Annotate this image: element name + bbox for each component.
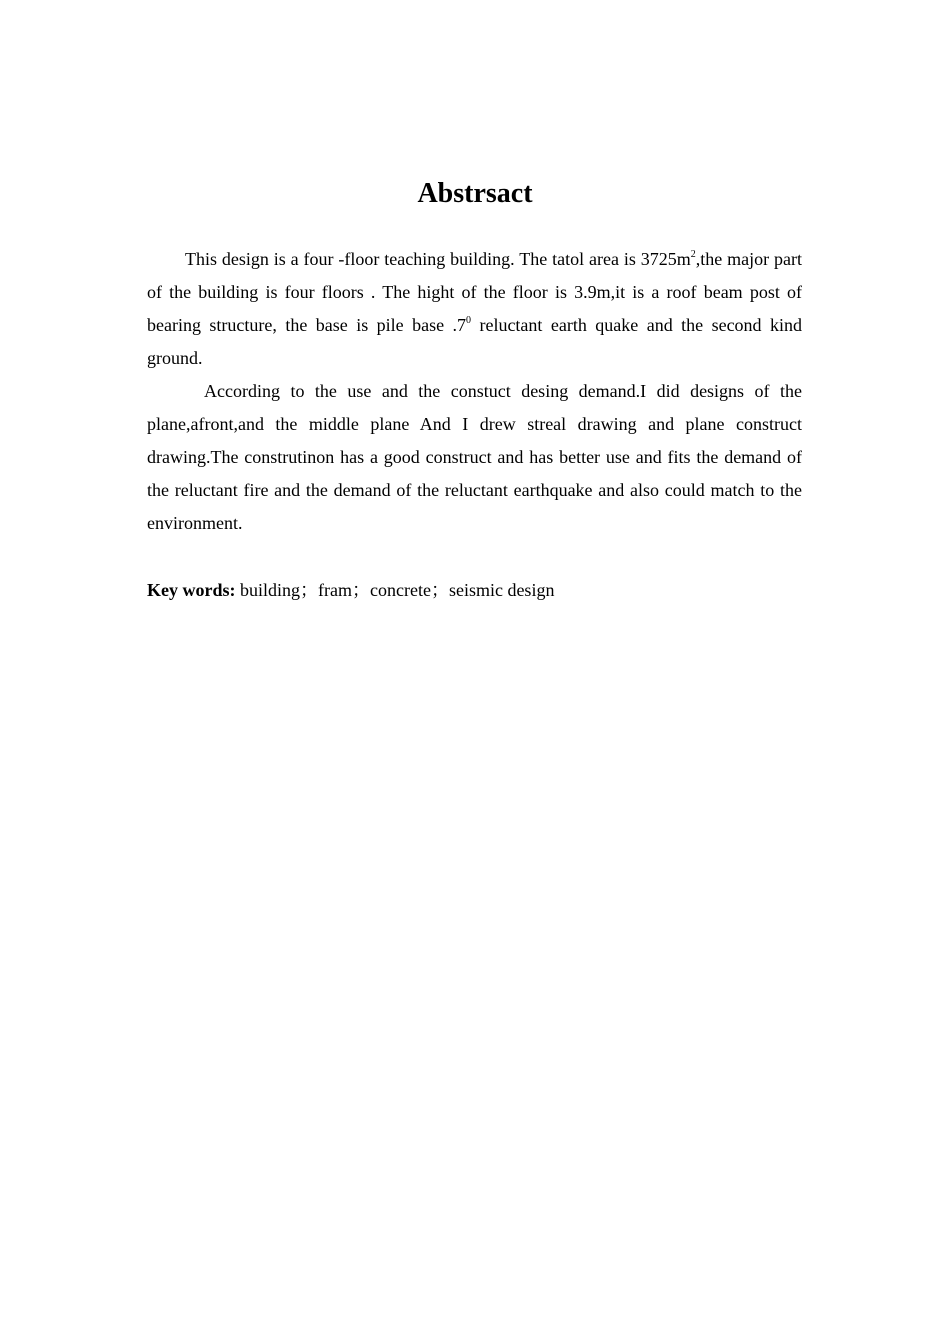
superscript-area-unit: 2 [690, 249, 696, 260]
paragraph-1-text-a: This design is a four -floor teaching building. The tatol area is 3725m [185, 249, 691, 269]
keyword-item: building [240, 580, 301, 600]
keyword-item: concrete [370, 580, 431, 600]
paragraph-1-text-c: reluctant earth quake and the second kind ground. [147, 315, 802, 368]
abstract-paragraph-1 [147, 243, 802, 375]
abstract-body [147, 243, 802, 540]
keyword-item: fram [318, 580, 352, 600]
keyword-separator: ； [300, 580, 319, 600]
abstract-paragraph-2: According to the use and the constuct desing demand.I did designs of the plane,afront,and the middle plane And I drew streal drawing and plane construct drawing.The construtinon has a good construct and has better use and fits the demand of the reluctant fire and the demand of the reluctant earthquake and also could match to the environment. [147, 381, 802, 533]
page-title: Abstrsact [417, 178, 533, 209]
paragraph-1-text-b: ,the major part of the building is four floors . The hight of the floor is 3.9m,it is a roof beam post of bearing structure, the base is pile base .7 [147, 249, 802, 335]
keyword-separator: ； [352, 580, 370, 600]
superscript-degree: 0 [466, 315, 472, 326]
keyword-separator: ； [430, 580, 449, 600]
keyword-item: seismic design [448, 580, 555, 600]
keywords-label: Key words: [147, 580, 236, 600]
keywords-line [147, 574, 802, 607]
